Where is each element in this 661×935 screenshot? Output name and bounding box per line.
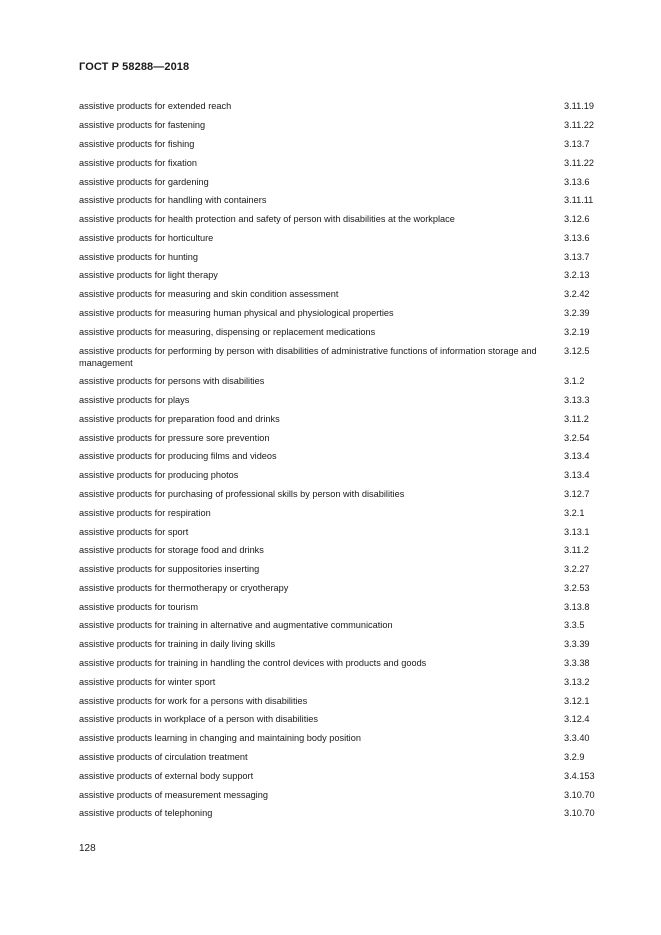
entry-term: assistive products learning in changing and maintaining body position — [79, 733, 361, 744]
entry-term: assistive products for thermotherapy or cryotherapy — [79, 582, 289, 593]
entry-term: assistive products for tourism — [79, 601, 198, 612]
document-header: ГОСТ Р 58288—2018 — [79, 61, 190, 73]
entry-reference: 3.13.4 — [564, 470, 590, 481]
index-entry — [79, 804, 609, 823]
index-entry — [79, 210, 609, 229]
entry-reference: 3.3.40 — [564, 733, 590, 744]
entry-reference: 3.4.153 — [564, 770, 595, 781]
entry-term: assistive products for producing photos — [79, 470, 239, 481]
entry-reference: 3.2.9 — [564, 751, 585, 762]
entry-term: assistive products for winter sport — [79, 676, 216, 687]
entry-term: assistive products for training in alternative and augmentative communication — [79, 620, 393, 631]
entry-reference: 3.2.1 — [564, 507, 585, 518]
index-entry — [79, 228, 609, 247]
entry-reference: 3.13.6 — [564, 176, 590, 187]
index-entry — [79, 560, 609, 579]
entry-reference: 3.11.2 — [564, 545, 589, 556]
entry-term: assistive products for training in handling the control devices with products and goods — [79, 658, 427, 669]
index-entry — [79, 191, 609, 210]
entry-term: assistive products for training in daily living skills — [79, 639, 276, 650]
index-entry — [79, 410, 609, 429]
entry-reference: 3.13.4 — [564, 451, 590, 462]
entry-term: assistive products for pressure sore prevention — [79, 432, 270, 443]
entry-reference: 3.2.53 — [564, 582, 590, 593]
entry-reference: 3.13.1 — [564, 526, 590, 537]
index-entry — [79, 579, 609, 598]
entry-term: assistive products for fixation — [79, 157, 197, 168]
index-entry — [79, 285, 609, 304]
entry-term: assistive products for producing films and videos — [79, 451, 277, 462]
index-entry — [79, 135, 609, 154]
index-entry — [79, 428, 609, 447]
entry-reference: 3.11.22 — [564, 157, 594, 168]
index-entry — [79, 654, 609, 673]
index-entry — [79, 597, 609, 616]
entry-term: assistive products for extended reach — [79, 101, 232, 112]
entry-reference: 3.2.39 — [564, 307, 590, 318]
entry-term: assistive products for purchasing of professional skills by person with disabilities — [79, 489, 405, 500]
index-entry — [79, 503, 609, 522]
index-entry — [79, 635, 609, 654]
index-entry — [79, 372, 609, 391]
entry-term: assistive products for hunting — [79, 251, 198, 262]
entry-term: assistive products for fastening — [79, 120, 206, 131]
entry-term: assistive products for horticulture — [79, 232, 214, 243]
entry-term: assistive products for measuring human physical and physiological properties — [79, 307, 394, 318]
entry-reference: 3.11.19 — [564, 101, 594, 112]
entry-reference: 3.2.27 — [564, 564, 590, 575]
entry-term: assistive products of external body support — [79, 770, 254, 781]
entry-term: assistive products for light therapy — [79, 270, 218, 281]
index-entry — [79, 172, 609, 191]
index-entry — [79, 785, 609, 804]
index-entry — [79, 691, 609, 710]
entry-term: assistive products for handling with containers — [79, 195, 267, 206]
entry-term: assistive products for suppositories inserting — [79, 564, 260, 575]
entry-reference: 3.3.39 — [564, 639, 590, 650]
entry-reference: 3.2.42 — [564, 289, 590, 300]
index-entry — [79, 97, 609, 116]
entry-reference: 3.2.54 — [564, 432, 590, 443]
index-entry — [79, 710, 609, 729]
index-entry — [79, 672, 609, 691]
entry-reference: 3.2.13 — [564, 270, 590, 281]
entry-term: assistive products of telephoning — [79, 808, 213, 819]
entry-reference: 3.12.4 — [564, 714, 590, 725]
entry-reference: 3.11.22 — [564, 120, 594, 131]
entry-reference: 3.12.1 — [564, 695, 590, 706]
index-entry — [79, 748, 609, 767]
entry-reference: 3.11.11 — [564, 195, 594, 206]
entry-term: assistive products of measurement messaging — [79, 789, 268, 800]
entry-reference: 3.13.2 — [564, 676, 590, 687]
entry-term: assistive products for preparation food and drinks — [79, 413, 280, 424]
entry-reference: 3.3.38 — [564, 658, 590, 669]
index-entry — [79, 485, 609, 504]
entry-term: assistive products for gardening — [79, 176, 209, 187]
index-entry — [79, 153, 609, 172]
index-entry — [79, 522, 609, 541]
index-entry — [79, 729, 609, 748]
entry-term: assistive products for work for a persons with disabilities — [79, 695, 308, 706]
entry-reference: 3.10.70 — [564, 789, 595, 800]
entry-reference: 3.13.7 — [564, 251, 590, 262]
entry-reference: 3.13.3 — [564, 395, 590, 406]
entry-term: assistive products for persons with disabilities — [79, 376, 265, 387]
term-index-list — [79, 97, 609, 823]
entry-reference: 3.3.5 — [564, 620, 585, 631]
entry-reference: 3.12.5 — [564, 345, 590, 356]
entry-reference: 3.11.2 — [564, 413, 589, 424]
entry-term: assistive products in workplace of a person with disabilities — [79, 714, 318, 725]
entry-reference: 3.13.7 — [564, 138, 590, 149]
index-entry — [79, 766, 609, 785]
entry-reference: 3.1.2 — [564, 376, 585, 387]
index-entry — [79, 541, 609, 560]
index-entry — [79, 304, 609, 323]
entry-reference: 3.13.8 — [564, 601, 590, 612]
entry-term: assistive products for plays — [79, 395, 190, 406]
entry-term: assistive products for health protection and safety of person with disabilities at the workplace — [79, 214, 455, 225]
entry-reference: 3.12.7 — [564, 489, 590, 500]
entry-term: assistive products for performing by person with disabilities of administrative functions of information storage and management — [79, 345, 537, 368]
index-entry — [79, 116, 609, 135]
index-entry — [79, 322, 609, 341]
index-entry — [79, 466, 609, 485]
entry-term: assistive products of circulation treatment — [79, 751, 248, 762]
index-entry — [79, 391, 609, 410]
entry-reference: 3.2.19 — [564, 326, 590, 337]
entry-term: assistive products for storage food and drinks — [79, 545, 264, 556]
entry-reference: 3.13.6 — [564, 232, 590, 243]
index-entry — [79, 247, 609, 266]
entry-reference: 3.12.6 — [564, 214, 590, 225]
entry-term: assistive products for measuring, dispensing or replacement medications — [79, 326, 376, 337]
page-number: 128 — [79, 843, 96, 854]
index-entry — [79, 266, 609, 285]
entry-term: assistive products for fishing — [79, 138, 195, 149]
index-entry — [79, 616, 609, 635]
entry-term: assistive products for respiration — [79, 507, 211, 518]
entry-term: assistive products for measuring and skin condition assessment — [79, 289, 339, 300]
index-entry — [79, 447, 609, 466]
entry-reference: 3.10.70 — [564, 808, 595, 819]
entry-term: assistive products for sport — [79, 526, 189, 537]
index-entry — [79, 341, 609, 372]
